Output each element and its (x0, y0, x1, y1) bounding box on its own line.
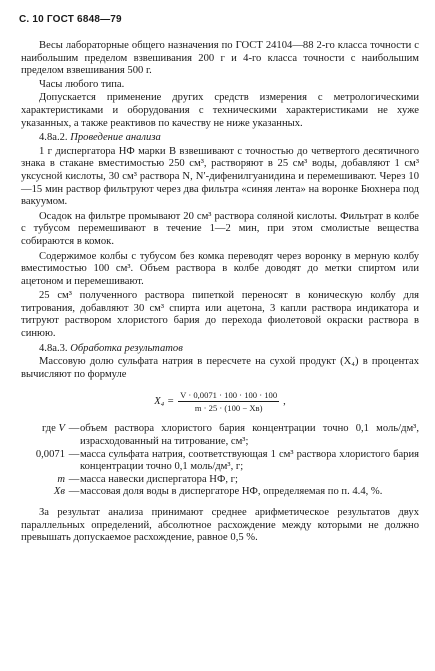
paragraph-conclusion: За результат анализа принимают среднее арифметическое результатов двух параллельных определений, абсолютное расхождение между которыми не должно превышать допускаемое расхождение, равное 0,5 %. (21, 507, 419, 544)
definition-row (21, 474, 419, 487)
definitions-table (21, 423, 419, 499)
section-heading-analysis (21, 132, 419, 145)
definition-symbol: m (57, 473, 65, 485)
paragraph-procedure-4: 25 см³ полученного раствора пипеткой переносят в коническую колбу для титрования, добавляют 30 см³ спирта или ацетона, 3 капли раствора индикатора и титруют раствором хлористого бария до перехода фиолетовой окраски раствора в синюю. (21, 290, 419, 340)
definition-row (21, 449, 419, 474)
paragraph-scales: Весы лабораторные общего назначения по ГОСТ 24104—88 2-го класса точности с наибольшим пределом взвешивания 200 г и 4-го класса точности с наибольшим пределом взвешивания 500 г. (21, 40, 419, 77)
section-heading-results (21, 343, 419, 356)
paragraph-procedure-3: Содержимое колбы с тубусом без комка переводят через воронку в мерную колбу вместимостью 100 см³. Объем раствора в колбе доводят до метки спиртом или ацетоном и перемешивают. (21, 250, 419, 287)
definition-symbol: V (58, 423, 65, 435)
formula (21, 390, 419, 413)
document-body (21, 40, 419, 545)
definition-row (21, 423, 419, 448)
definition-row (21, 486, 419, 499)
definition-dash: — (68, 448, 80, 460)
paragraph-substitutes: Допускается применение других средств измерения с метрологическими характеристиками и оборудования с техническими характеристиками не хуже указанных, а также реактивов по качеству не ниже указанных. (21, 92, 419, 129)
paragraph-clock: Часы любого типа. (39, 78, 125, 90)
definition-prefix: где (41, 423, 56, 435)
paragraph-formula-intro: Массовую долю сульфата натрия в пересчете на сухой продукт (X₄) в процентах вычисляют по формуле (21, 356, 419, 380)
paragraph-procedure-2: Осадок на фильтре промывают 20 см³ раствора соляной кислоты. Фильтрат в колбе с тубусом перемешивают в течение 1—2 мин, при этом смолистые вещества собираются в комок. (21, 210, 419, 247)
definition-dash: — (68, 423, 80, 435)
definition-dash: — (68, 473, 80, 485)
page-header: С. 10 ГОСТ 6848—79 (19, 14, 122, 25)
formula-numerator: V · 0,0071 · 100 · 100 · 100 (180, 390, 278, 401)
formula-denominator: m · 25 · (100 − Xв) (194, 403, 263, 414)
formula-lhs: X₄ = (154, 395, 175, 407)
formula-fraction (178, 390, 279, 413)
definition-text: массовая доля воды в диспергаторе НФ, определяемая по п. 4.4, %. (80, 486, 383, 498)
definition-text: масса навески диспергатора НФ, г; (80, 473, 238, 485)
definition-symbol: Xв (53, 486, 65, 498)
section-number: 4.8а.3. (39, 342, 68, 354)
paragraph-procedure-1: 1 г диспергатора НФ марки В взвешивают с точностью до четвертого десятичного знака в стакане вместимостью 250 см³, растворяют в 25 см³ воды, добавляют 1 см³ уксусной кислоты, 30 см³ раствора N, N′-дифенилгуанидина и перемешивают. Через 10—15 мин раствор фильтруют через два фильтра «синяя лента» на воронке Бюхнера под вакуумом. (21, 145, 419, 208)
definition-symbol: 0,0071 (35, 448, 65, 460)
section-title: Проведение анализа (70, 132, 161, 144)
formula-tail: , (283, 395, 286, 407)
section-number: 4.8а.2. (39, 132, 68, 144)
section-title: Обработка результатов (70, 342, 183, 354)
definition-dash: — (68, 486, 80, 498)
definition-text: объем раствора хлористого бария концентрации точно 0,1 моль/дм³, израсходованный на титрование, см³; (80, 423, 419, 448)
definition-text: масса сульфата натрия, соответствующая 1 см³ раствора хлористого бария концентрации точно 0,1 моль/дм³, г; (80, 448, 419, 473)
